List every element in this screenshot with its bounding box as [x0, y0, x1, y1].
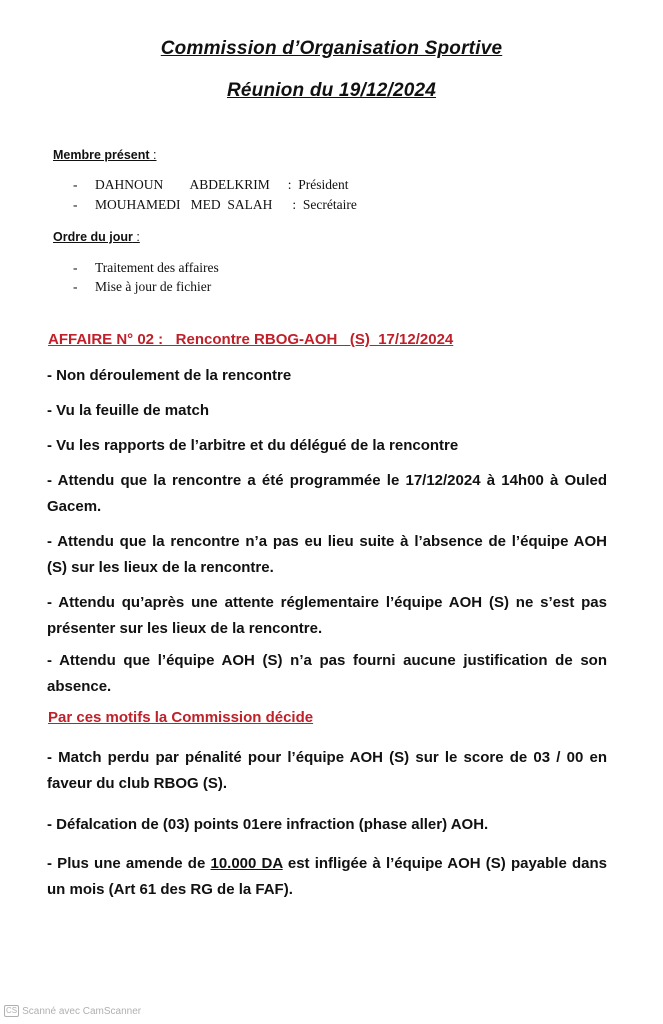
member-line: - MOUHAMEDI MED SALAH : Secrétaire — [73, 197, 357, 212]
members-label-text: Membre présent — [53, 148, 150, 162]
member-role: : Président — [287, 177, 349, 192]
affaire-point: - Attendu que la rencontre a été programmée le 17/12/2024 à 14h00 à Ouled Gacem. — [47, 472, 607, 515]
member-name: DAHNOUN ABDELKRIM — [95, 177, 270, 192]
affaire-point: - Attendu que l’équipe AOH (S) n’a pas fourni aucune justification de son absence. — [47, 652, 607, 695]
decision-point: - Match perdu par pénalité pour l’équipe AOH (S) sur le score de 03 / 00 en faveur du club RBOG (S). — [47, 749, 607, 792]
members-label — [53, 148, 157, 162]
document-title: Commission d’Organisation Sportive — [160, 38, 503, 59]
decision-point-fine — [47, 851, 607, 903]
affaire-point: - Non déroulement de la rencontre — [47, 367, 292, 384]
agenda-item-text: Traitement des affaires — [95, 260, 219, 275]
meeting-date: Réunion du 19/12/2024 — [226, 80, 437, 101]
camscanner-icon: CS — [6, 1006, 18, 1015]
member-line: - DAHNOUN ABDELKRIM : Président — [73, 177, 349, 192]
members-label-colon: : — [149, 148, 157, 162]
agenda-item-text: Mise à jour de fichier — [95, 279, 212, 294]
affaire-heading: AFFAIRE N° 02 : Rencontre RBOG-AOH (S) 17/12/2024 — [48, 331, 454, 348]
agenda-item: - Mise à jour de fichier — [73, 279, 212, 294]
agenda-label-colon: : — [132, 230, 140, 244]
scanner-watermark-text: Scanné avec CamScanner — [22, 1006, 142, 1017]
decision-heading: Par ces motifs la Commission décide — [48, 709, 314, 726]
member-role: : Secrétaire — [292, 197, 357, 212]
decision-point: - Défalcation de (03) points 01ere infraction (phase aller) AOH. — [47, 816, 489, 833]
fine-amount: 10.000 DA — [210, 855, 283, 872]
fine-text-after: est infligée à l’équipe AOH (S) payable dans un mois (Art 61 des RG de la FAF). — [47, 855, 608, 898]
affaire-point: - Vu les rapports de l’arbitre et du délégué de la rencontre — [47, 437, 459, 454]
agenda-label — [53, 230, 140, 244]
affaire-point: - Vu la feuille de match — [47, 402, 209, 419]
member-name: MOUHAMEDI MED SALAH — [95, 197, 273, 212]
affaire-point: - Attendu que la rencontre n’a pas eu lieu suite à l’absence de l’équipe AOH (S) sur les lieux de la rencontre. — [47, 533, 607, 576]
scanner-watermark — [4, 1005, 141, 1017]
agenda-label-text: Ordre du jour — [53, 230, 133, 244]
affaire-point: - Attendu qu’après une attente réglementaire l’équipe AOH (S) ne s’est pas présenter sur les lieux de la rencontre. — [47, 594, 607, 637]
agenda-item: - Traitement des affaires — [73, 260, 219, 275]
fine-text-before: - Plus une amende de — [47, 855, 211, 872]
